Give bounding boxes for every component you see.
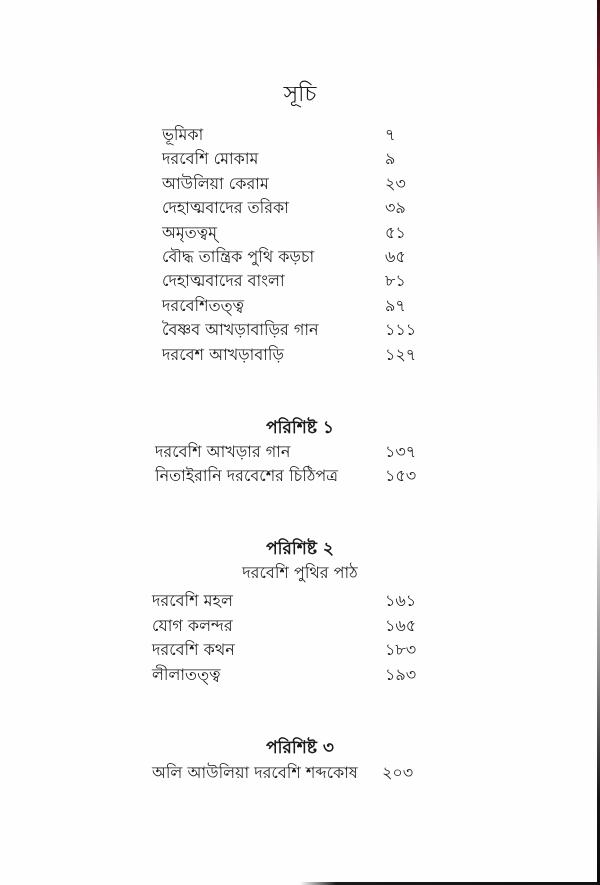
toc-entry[interactable] [152, 614, 427, 638]
toc-entry[interactable] [162, 221, 422, 245]
appendix-2-heading: পরিশিষ্ট ২ [266, 539, 334, 559]
toc-entry-page: ৮১ [385, 271, 406, 290]
toc-entry[interactable] [152, 638, 427, 662]
toc-entry-label: অমৃতত্বম্ [162, 223, 218, 242]
toc-entry[interactable] [162, 294, 422, 318]
toc-entry-label: বৈষ্ণব আখড়াবাড়ির গান [162, 320, 319, 339]
toc-entry-page: ১১১ [385, 320, 417, 339]
toc-entry[interactable] [162, 343, 422, 367]
toc-entry-page: ৯ [385, 149, 396, 168]
toc-entry-label: দরবেশি মোকাম [162, 149, 259, 168]
toc-entry-label: বৌদ্ধ তান্ত্রিক পুথি কড়চা [162, 247, 315, 266]
toc-entry-page: ১৬৫ [385, 616, 417, 635]
toc-entry-label: ভূমিকা [162, 125, 204, 144]
toc-entry-page: ১৩৭ [385, 442, 417, 461]
toc-entry-label: আউলিয়া কেরাম [162, 174, 269, 193]
toc-entry[interactable] [162, 245, 422, 269]
toc-entry-label: দরবেশি মহল [152, 591, 233, 610]
appendix-2-subheading: দরবেশি পুথির পাঠ [242, 563, 358, 582]
toc-entry-page: ৩৯ [385, 198, 406, 217]
toc-entry-page: ৭ [385, 125, 396, 144]
toc-entry[interactable] [152, 761, 427, 785]
toc-entry-page: ২০৩ [382, 763, 414, 782]
toc-entry-page: ৫১ [385, 223, 406, 242]
page-title: সূচি [283, 82, 317, 107]
toc-entry-label: দরবেশ আখড়াবাড়ি [162, 345, 284, 364]
toc-entry-page: ৬৫ [385, 247, 406, 266]
toc-entry[interactable] [162, 172, 422, 196]
toc-entry-label: দরবেশি আখড়ার গান [155, 442, 291, 461]
toc-entry[interactable] [155, 440, 425, 464]
appendix-1-heading: পরিশিষ্ট ১ [266, 418, 334, 438]
appendix-3-heading: পরিশিষ্ট ৩ [266, 738, 334, 758]
toc-entry-label: যোগ কলন্দর [152, 616, 233, 635]
toc-entry-label: দেহাত্মবাদের তরিকা [162, 198, 289, 217]
toc-entry[interactable] [162, 147, 422, 171]
toc-entry[interactable] [152, 589, 427, 613]
toc-entry-page: ১৬১ [385, 591, 417, 610]
toc-entry-label: লীলাতত্ত্ব [152, 665, 221, 684]
toc-entry-page: ২৩ [385, 174, 406, 193]
toc-entry-page: ৯৭ [385, 296, 406, 315]
toc-entry-page: ১৮৩ [385, 640, 417, 659]
toc-entry[interactable] [162, 318, 422, 342]
toc-entry-label: নিতাইরানি দরবেশের চিঠিপত্র [155, 466, 339, 485]
toc-entry-page: ১৫৩ [385, 466, 417, 485]
toc-entry[interactable] [155, 464, 425, 488]
toc-entry-label: দেহাত্মবাদের বাংলা [162, 271, 285, 290]
toc-entry-page: ১২৭ [385, 345, 417, 364]
toc-entry-page: ১৯৩ [385, 665, 417, 684]
toc-entry-label: অলি আউলিয়া দরবেশি শব্দকোষ [152, 763, 358, 782]
toc-entry-label: দরবেশি কথন [152, 640, 235, 659]
toc-entry[interactable] [162, 196, 422, 220]
toc-entry[interactable] [162, 269, 422, 293]
toc-entry-label: দরবেশিতত্ত্ব [162, 296, 244, 315]
toc-entry[interactable] [152, 663, 427, 687]
toc-entry[interactable] [162, 123, 422, 147]
